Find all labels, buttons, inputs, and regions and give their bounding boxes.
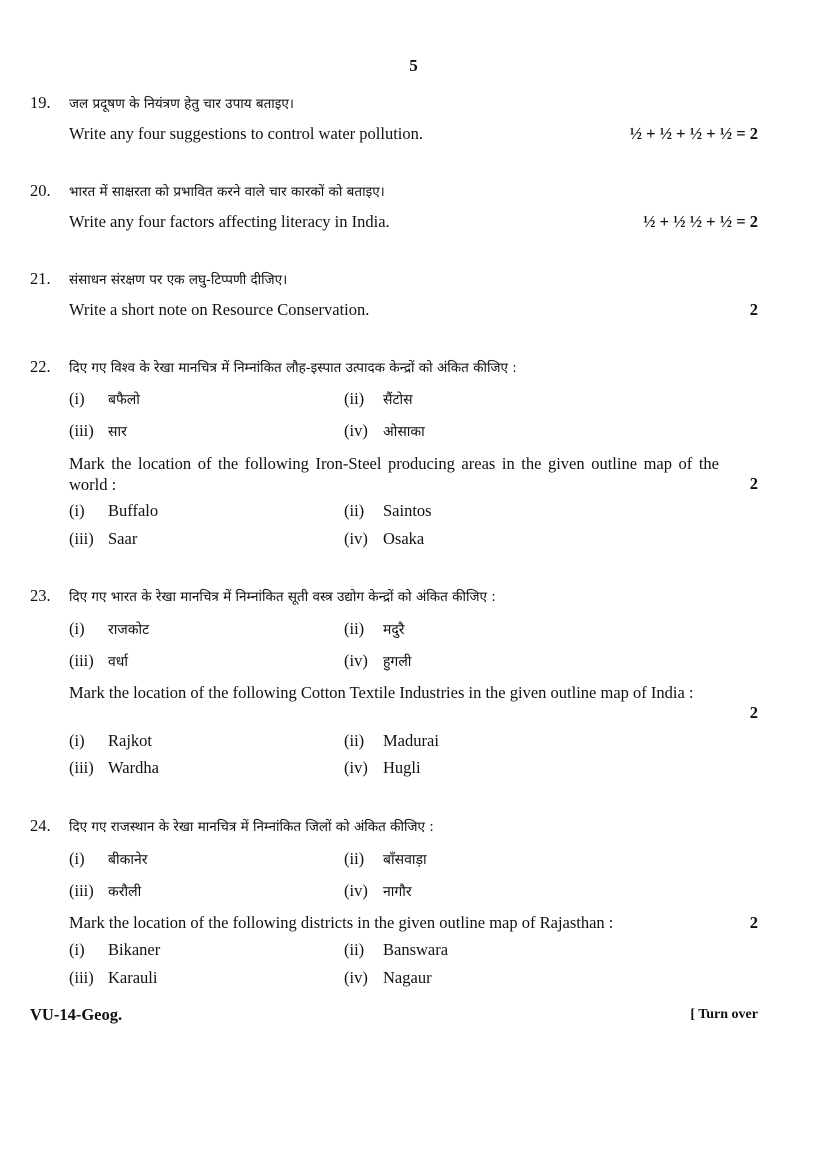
option-label: (iii) (69, 651, 94, 670)
option-label: (ii) (344, 389, 365, 408)
hindi-option (344, 881, 412, 901)
marks: ½ + ½ + ½ + ½ = 2 (629, 124, 758, 143)
option-text: नागौर (383, 884, 412, 900)
option-label: (iii) (69, 881, 94, 900)
option-text: सार (108, 424, 127, 440)
english-option (69, 968, 157, 988)
marks: 2 (749, 703, 758, 722)
question-number: 20. (30, 181, 51, 200)
option-label: (iv) (344, 529, 368, 548)
option-text: करौली (108, 884, 142, 900)
option-label: (ii) (344, 731, 365, 750)
hindi-option (344, 849, 427, 869)
option-text: बीकानेर (108, 852, 148, 868)
hindi-option (69, 881, 141, 901)
option-text: बफैलो (108, 392, 140, 408)
option-label: (iv) (344, 651, 368, 670)
question-number: 24. (30, 816, 51, 835)
option-text: Buffalo (108, 501, 159, 520)
english-option (344, 968, 432, 988)
option-text: Saintos (383, 501, 432, 520)
option-text: Karauli (108, 968, 158, 987)
option-label: (iii) (69, 758, 94, 777)
option-label: (i) (69, 619, 85, 638)
question-english: Write any four suggestions to control water pollution. (69, 124, 424, 143)
turn-over-note: [ Turn over (690, 1007, 758, 1022)
hindi-option (344, 421, 425, 441)
option-text: Nagaur (383, 968, 432, 987)
question-number: 23. (30, 586, 51, 605)
option-label: (iv) (344, 758, 368, 777)
option-label: (iv) (344, 421, 368, 440)
option-label: (iii) (69, 529, 94, 548)
question-number: 19. (30, 93, 51, 112)
question-number: 21. (30, 269, 51, 288)
option-text: हुगली (383, 654, 412, 670)
option-text: ओसाका (383, 424, 425, 440)
option-label: (i) (69, 940, 85, 959)
option-label: (iii) (69, 968, 94, 987)
english-option (344, 501, 432, 521)
option-label: (i) (69, 389, 85, 408)
question-hindi: संसाधन संरक्षण पर एक लघु-टिप्पणी दीजिए। (69, 272, 288, 288)
option-text: Rajkot (108, 731, 152, 750)
question-english: Write a short note on Resource Conservation. (69, 300, 370, 319)
marks: 2 (749, 474, 758, 493)
option-text: Madurai (383, 731, 439, 750)
option-text: सैंटोस (383, 392, 413, 408)
option-label: (i) (69, 501, 85, 520)
option-label: (iv) (344, 881, 368, 900)
hindi-option (344, 651, 411, 671)
hindi-option (69, 619, 149, 639)
hindi-option (69, 651, 128, 671)
english-option (69, 501, 158, 521)
hindi-option (69, 421, 127, 441)
option-text: राजकोट (108, 622, 150, 638)
marks: 2 (749, 913, 758, 932)
option-label: (i) (69, 849, 85, 868)
english-option (69, 529, 137, 549)
english-option (69, 731, 152, 751)
option-text: Osaka (383, 529, 425, 548)
question-number: 22. (30, 357, 51, 376)
option-label: (ii) (344, 501, 365, 520)
question-english: Mark the location of the following Iron-Steel producing areas in the given outline map of the world : (69, 454, 719, 494)
hindi-option (69, 849, 148, 869)
option-label: (ii) (344, 619, 365, 638)
hindi-option (344, 389, 413, 409)
option-text: बाँसवाड़ा (383, 852, 427, 868)
option-text: Bikaner (108, 940, 161, 959)
english-option (69, 940, 160, 960)
english-option (69, 758, 159, 778)
option-label: (ii) (344, 849, 365, 868)
hindi-option (344, 619, 405, 639)
question-hindi: दिए गए भारत के रेखा मानचित्र में निम्नांकित सूती वस्त्र उद्योग केन्द्रों को अंकित कीजिए : (69, 589, 496, 605)
question-english: Write any four factors affecting literacy in India. (69, 212, 390, 231)
option-text: Hugli (383, 758, 421, 777)
question-hindi: दिए गए विश्व के रेखा मानचित्र में निम्नांकित लौह-इस्पात उत्पादक केन्द्रों को अंकित कीजिए : (69, 360, 517, 376)
hindi-option (69, 389, 140, 409)
option-label: (ii) (344, 940, 365, 959)
paper-code: VU-14-Geog. (30, 1005, 123, 1024)
english-option (344, 758, 421, 778)
page-number: 5 (409, 56, 418, 75)
english-option (344, 731, 439, 751)
marks: 2 (749, 300, 758, 319)
question-english: Mark the location of the following Cotton Textile Industries in the given outline map of India : (69, 683, 694, 702)
question-hindi: भारत में साक्षरता को प्रभावित करने वाले चार कारकों को बताइए। (69, 184, 385, 200)
marks: ½ + ½ ½ + ½ = 2 (643, 212, 758, 231)
question-hindi: दिए गए राजस्थान के रेखा मानचित्र में निम्नांकित जिलों को अंकित कीजिए : (69, 819, 434, 835)
option-text: Banswara (383, 940, 449, 959)
option-text: Wardha (108, 758, 159, 777)
option-label: (iv) (344, 968, 368, 987)
option-text: मदुरै (383, 622, 405, 638)
option-text: वर्धा (108, 654, 129, 670)
english-option (344, 940, 448, 960)
option-label: (i) (69, 731, 85, 750)
option-text: Saar (108, 529, 138, 548)
question-hindi: जल प्रदूषण के नियंत्रण हेतु चार उपाय बताइए। (69, 96, 294, 112)
english-option (344, 529, 424, 549)
option-label: (iii) (69, 421, 94, 440)
question-english: Mark the location of the following districts in the given outline map of Rajasthan : (69, 913, 614, 932)
